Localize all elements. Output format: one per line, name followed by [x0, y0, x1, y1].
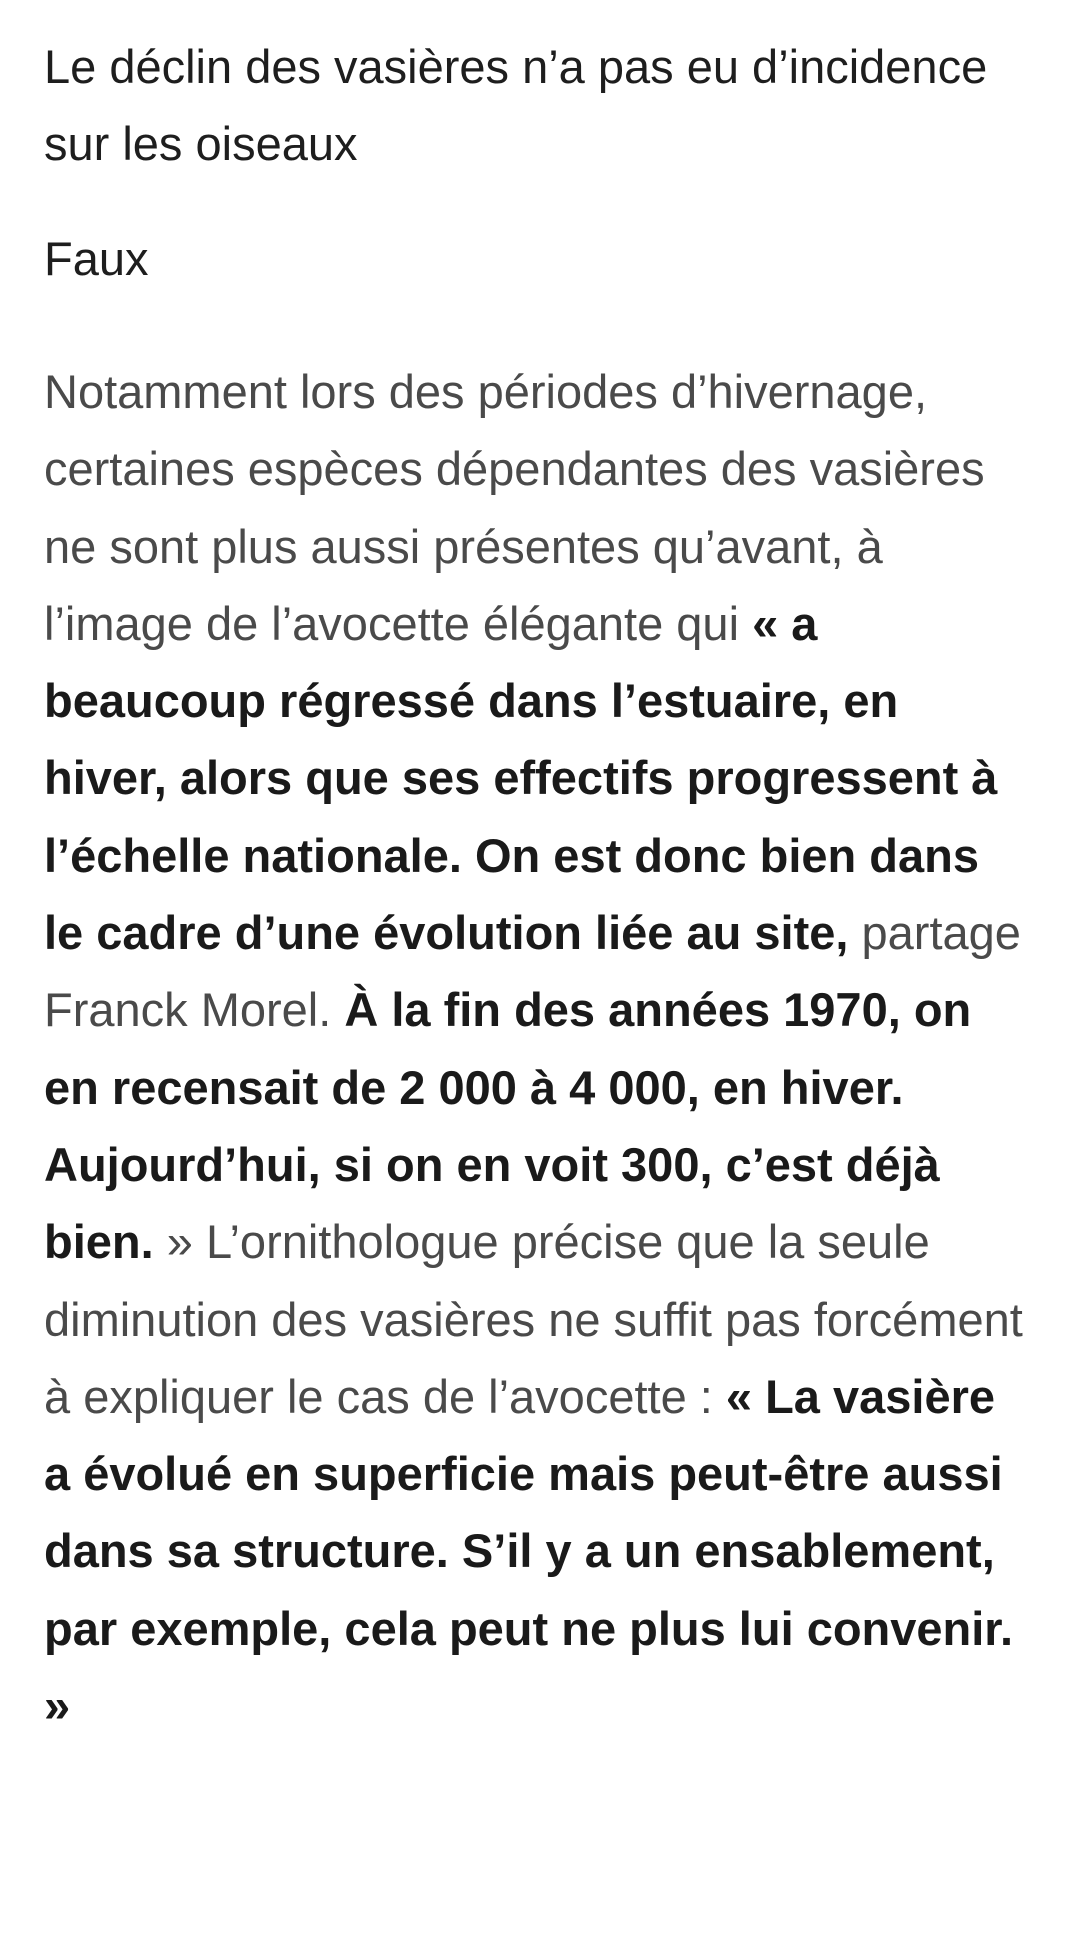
quote-1: « a beaucoup régressé dans l’estuaire, en hiver, alors que ses effectifs progressent à l’échelle nationale. On est donc bien dans le cadre d’une évolution liée au site, — [44, 596, 998, 960]
quote-3: « La vasière a évolué en superficie mais peut-être aussi dans sa structure. S’il y a un ensablement, par exemple, cela peut ne plus lui convenir. » — [44, 1369, 1014, 1733]
paragraph-text-1: Notamment lors des périodes d’hivernage, certaines espèces dépendantes des vasières ne sont plus aussi présentes qu’avant, à l’image de l’avocette élégante qui — [44, 365, 985, 650]
quote-2: À la fin des années 1970, on en recensait de 2 000 à 4 000, en hiver. Aujourd’hui, si on en voit 300, c’est déjà bien. — [44, 983, 972, 1269]
paragraph-text-2: partage Franck Morel. — [44, 906, 1021, 1037]
article-paragraph — [44, 353, 1029, 1744]
claim-heading: Le déclin des vasières n’a pas eu d’incidence sur les oiseaux — [44, 40, 988, 170]
verdict-label: Faux — [44, 232, 149, 285]
paragraph-text-3: » L’ornithologue précise que la seule diminution des vasières ne suffit pas forcément à expliquer le cas de l’avocette : — [44, 1215, 1023, 1423]
